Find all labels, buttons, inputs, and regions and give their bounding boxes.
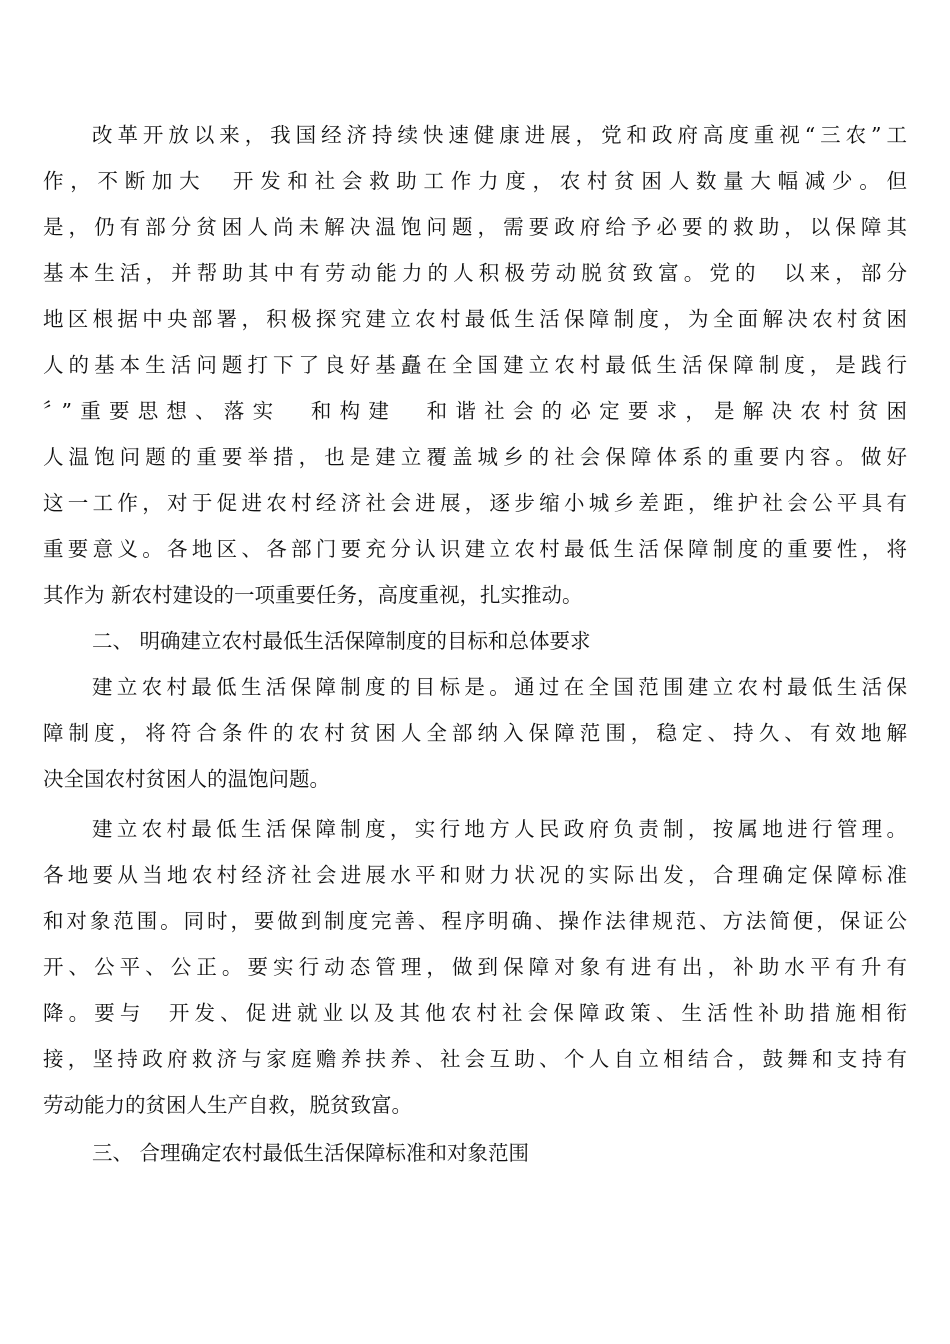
paragraph-1-line: 〞”重要思想、落实 和构建 和谐社会的必定要求，是解决农村贫困 <box>43 399 907 423</box>
paragraph-2-line: 障制度，将符合条件的农村贫困人全部纳入保障范围，稳定、持久、有效地解 <box>43 721 907 745</box>
paragraph-3-line: 降。要与 开发、促进就业以及其他农村社会保障政策、生活性补助措施相衔 <box>43 1001 907 1025</box>
paragraph-3-line: 和对象范围。同时，要做到制度完善、程序明确、操作法律规范、方法简便，保证公 <box>43 909 907 933</box>
paragraph-3-line: 劳动能力的贫困人生产自救，脱贫致富。 <box>43 1093 412 1117</box>
paragraph-1-line: 这一工作，对于促进农村经济社会进展，逐步缩小城乡差距，维护社会公平具有 <box>43 491 907 515</box>
paragraph-1-line: 人的基本生活问题打下了良好基矗在全国建立农村最低生活保障制度，是践行 <box>43 353 907 377</box>
paragraph-1-line: 是，仍有部分贫困人尚未解决温饱问题，需要政府给予必要的救助，以保障其 <box>43 215 907 239</box>
paragraph-1-line: 重要意义。各地区、各部门要充分认识建立农村最低生活保障制度的重要性，将 <box>43 537 907 561</box>
paragraph-3-line: 开、公平、公正。要实行动态管理，做到保障对象有进有出，补助水平有升有 <box>43 955 907 979</box>
paragraph-1-line: 作，不断加大 开发和社会救助工作力度，农村贫困人数量大幅减少。但 <box>43 169 907 193</box>
paragraph-1-line: 其作为 新农村建设的一项重要任务，高度重视，扎实推动。 <box>43 583 583 607</box>
paragraph-1-line: 基本生活，并帮助其中有劳动能力的人积极劳动脱贫致富。党的 以来，部分 <box>43 261 907 285</box>
paragraph-3-line: 各地要从当地农村经济社会进展水平和财力状况的实际出发，合理确定保障标准 <box>43 863 907 887</box>
paragraph-1-line: 人温饱问题的重要举措，也是建立覆盖城乡的社会保障体系的重要内容。做好 <box>43 445 907 469</box>
paragraph-2-line: 建立农村最低生活保障制度的目标是。通过在全国范围建立农村最低生活保 <box>92 675 907 699</box>
paragraph-3-line: 接，坚持政府救济与家庭赡养扶养、社会互助、个人自立相结合，鼓舞和支持有 <box>43 1047 907 1071</box>
paragraph-3-line: 建立农村最低生活保障制度，实行地方人民政府负责制，按属地进行管理。 <box>92 817 907 841</box>
paragraph-2-line: 决全国农村贫困人的温饱问题。 <box>43 767 330 791</box>
paragraph-1-line: 地区根据中央部署，积极探究建立农村最低生活保障制度，为全面解决农村贫困 <box>43 307 907 331</box>
section-heading-3: 三、 合理确定农村最低生活保障标准和对象范围 <box>92 1141 530 1165</box>
section-heading-2: 二、 明确建立农村最低生活保障制度的目标和总体要求 <box>92 629 591 653</box>
paragraph-1-line: 改革开放以来，我国经济持续快速健康进展，党和政府高度重视“三农”工 <box>92 123 907 147</box>
